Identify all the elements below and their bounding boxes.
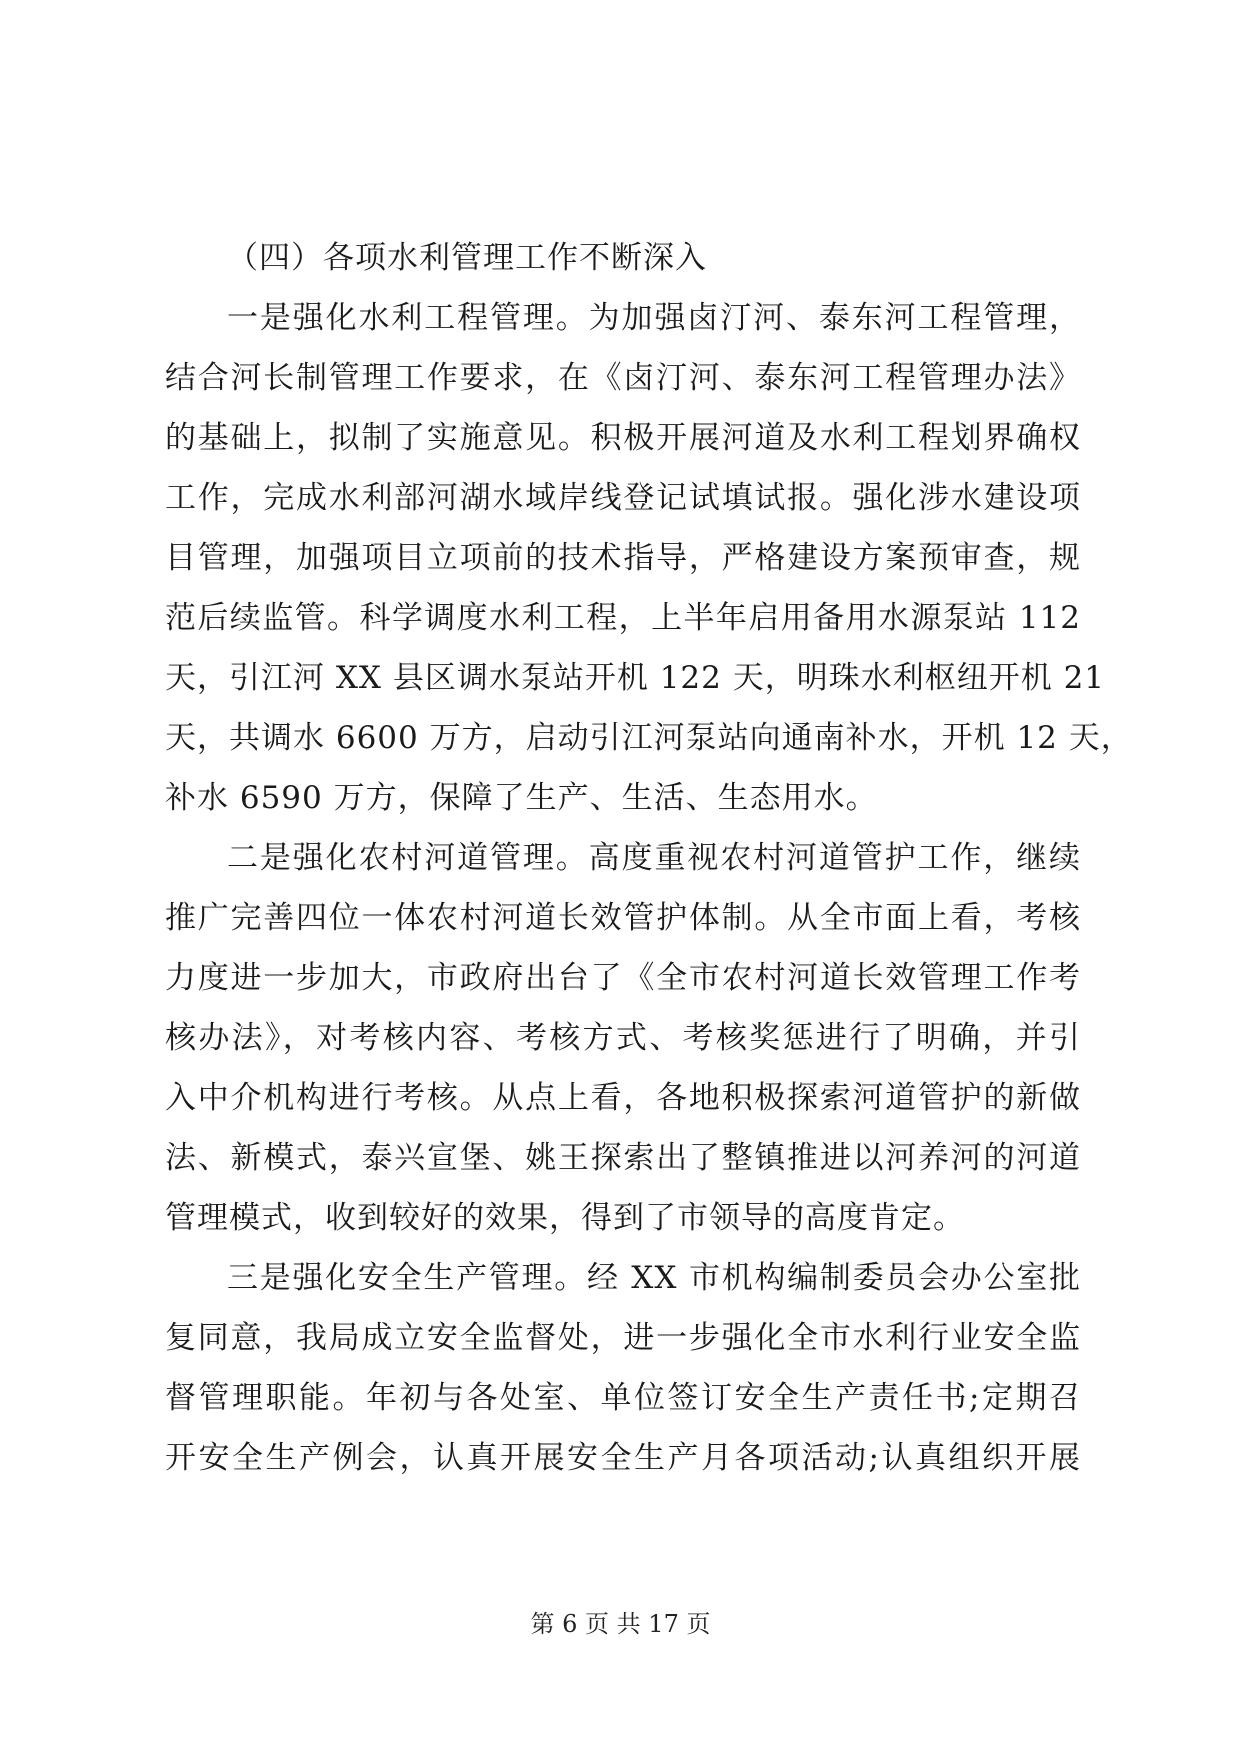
paragraph-line: 结合河长制管理工作要求，在《卤汀河、泰东河工程管理办法》 — [165, 360, 1081, 396]
document-body — [165, 228, 1133, 1488]
paragraph-line: 二是强化农村河道管理。高度重视农村河道管护工作，继续 — [227, 840, 1081, 876]
paragraph-line: 管理模式，收到较好的效果，得到了市领导的高度肯定。 — [165, 1200, 965, 1236]
paragraph-line: 复同意，我局成立安全监督处，进一步强化全市水利行业安全监 — [165, 1320, 1081, 1356]
page-number-footer: 第 6 页 共 17 页 — [530, 1610, 711, 1638]
paragraph-water-engineering — [165, 288, 1133, 828]
paragraph-line: 目管理，加强项目立项前的技术指导，严格建设方案预审查，规 — [165, 540, 1081, 576]
section-heading: （四）各项水利管理工作不断深入 — [227, 240, 707, 276]
paragraph-line: 三是强化安全生产管理。经 XX 市机构编制委员会办公室批 — [227, 1260, 1081, 1296]
paragraph-line: 督管理职能。年初与各处室、单位签订安全生产责任书;定期召 — [165, 1380, 1081, 1416]
paragraph-line: 的基础上，拟制了实施意见。积极开展河道及水利工程划界确权 — [165, 420, 1081, 456]
paragraph-line: 补水 6590 万方，保障了生产、生活、生态用水。 — [165, 780, 878, 816]
paragraph-line: 核办法》，对考核内容、考核方式、考核奖惩进行了明确，并引 — [165, 1020, 1081, 1056]
paragraph-rural-river — [165, 828, 1081, 1248]
paragraph-safety-production — [165, 1248, 1081, 1488]
paragraph-line: 工作，完成水利部河湖水域岸线登记试填试报。强化涉水建设项 — [165, 480, 1081, 516]
paragraph-line: 一是强化水利工程管理。为加强卤汀河、泰东河工程管理， — [227, 300, 1081, 336]
paragraph-line: 开安全生产例会，认真开展安全生产月各项活动;认真组织开展 — [165, 1440, 1081, 1476]
paragraph-line: 入中介机构进行考核。从点上看，各地积极探索河道管护的新做 — [165, 1080, 1081, 1116]
paragraph-line: 范后续监管。科学调度水利工程，上半年启用备用水源泵站 112 — [165, 600, 1081, 636]
paragraph-line: 力度进一步加大，市政府出台了《全市农村河道长效管理工作考 — [165, 960, 1081, 996]
paragraph-line: 法、新模式，泰兴宣堡、姚王探索出了整镇推进以河养河的河道 — [165, 1140, 1081, 1176]
paragraph-line: 天，引江河 XX 县区调水泵站开机 122 天，明珠水利枢纽开机 21 — [165, 660, 1106, 696]
paragraph-line: 推广完善四位一体农村河道长效管护体制。从全市面上看，考核 — [165, 900, 1081, 936]
paragraph-line: 天，共调水 6600 万方，启动引江河泵站向通南补水，开机 12 天， — [165, 720, 1133, 756]
